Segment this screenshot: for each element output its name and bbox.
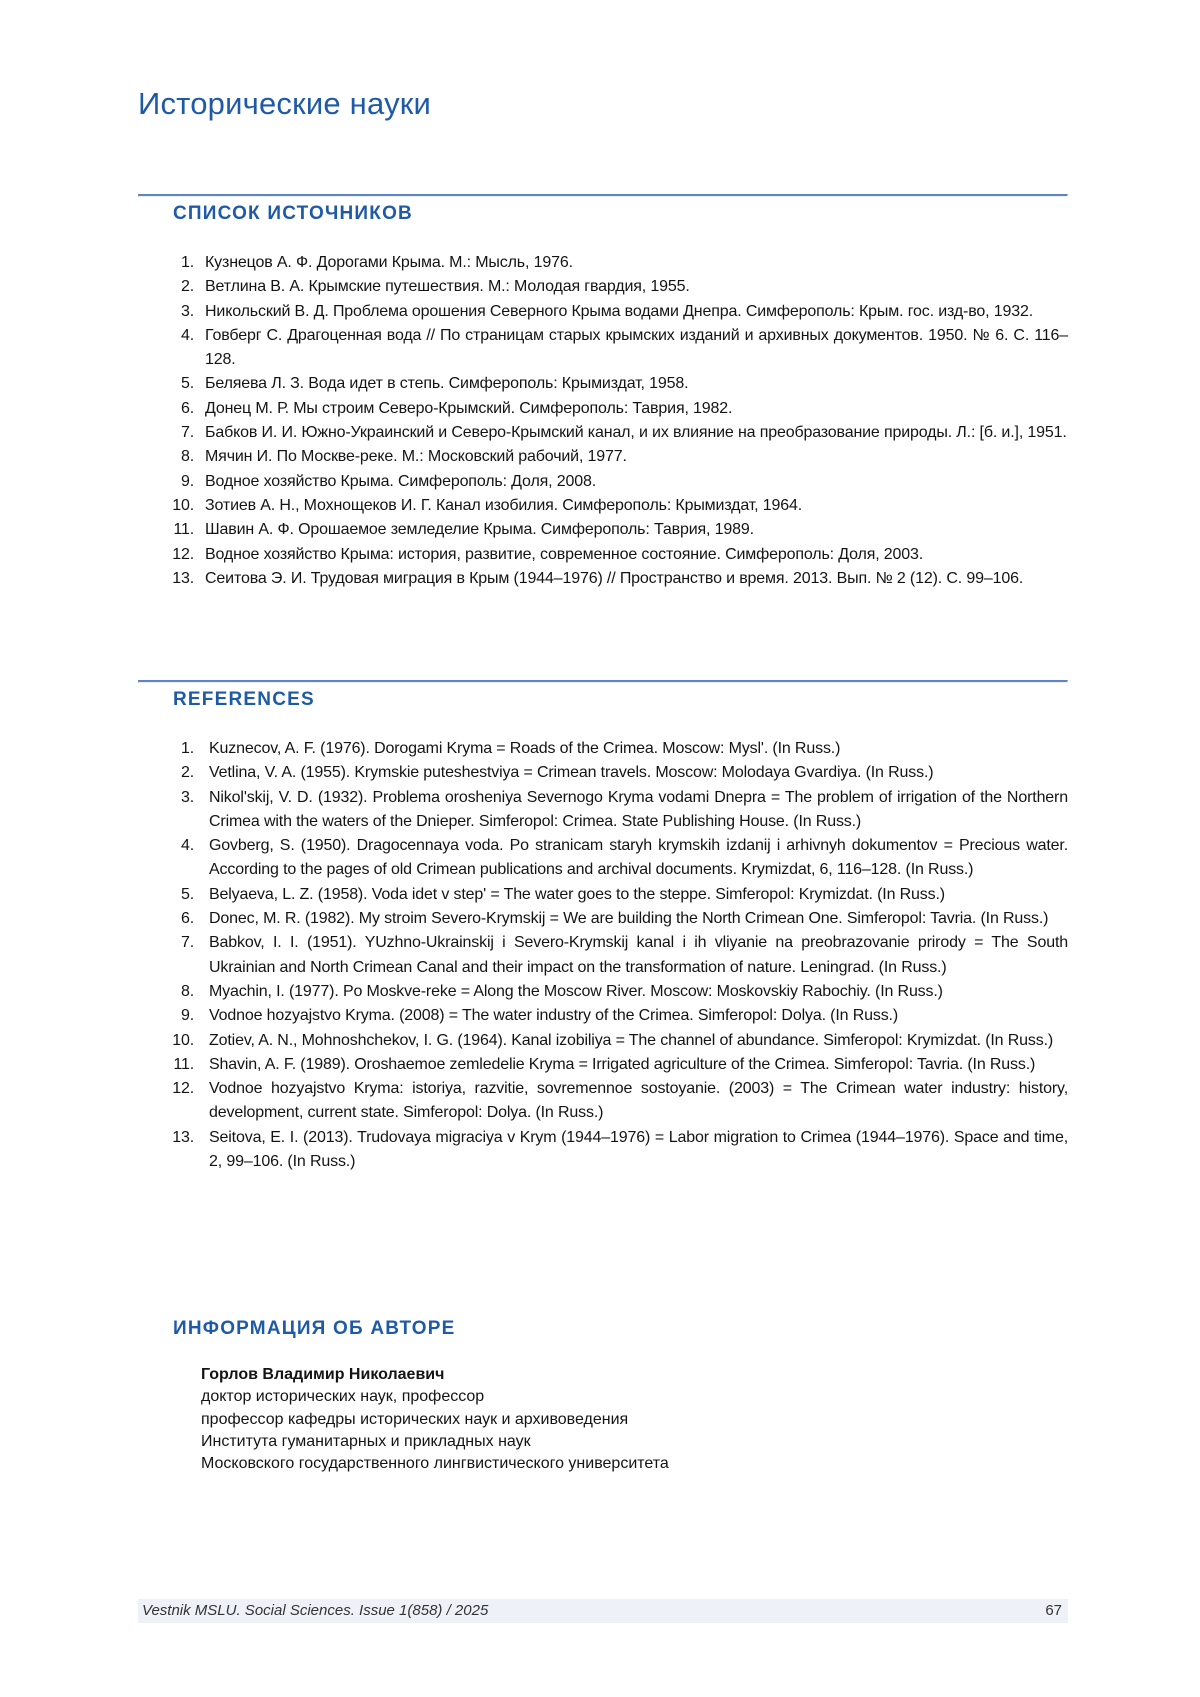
item-text: Водное хозяйство Крыма. Симферополь: Доля, 2008. <box>205 470 1068 494</box>
list-item <box>138 737 1068 761</box>
list-item <box>138 834 1068 883</box>
item-number: 10. <box>138 1029 194 1053</box>
list-item <box>138 300 1068 324</box>
item-text: Belyaeva, L. Z. (1958). Voda idet v step' = The water goes to the steppe. Simferopol: Krymizdat. (In Russ.) <box>209 883 1068 907</box>
list-item <box>138 931 1068 980</box>
list-item <box>138 883 1068 907</box>
item-text: Кузнецов А. Ф. Дорогами Крыма. М.: Мысль, 1976. <box>205 251 1068 275</box>
list-item <box>138 543 1068 567</box>
page-footer <box>138 1599 1068 1623</box>
list-item <box>138 275 1068 299</box>
list-item <box>138 786 1068 835</box>
item-number: 7. <box>138 931 194 955</box>
item-number: 1. <box>138 737 194 761</box>
item-text: Донец М. Р. Мы строим Северо-Крымский. Симферополь: Таврия, 1982. <box>205 397 1068 421</box>
item-number: 7. <box>138 421 194 445</box>
page-section-title: Исторические науки <box>138 86 431 122</box>
list-item <box>138 421 1068 445</box>
list-item <box>138 445 1068 469</box>
item-text: Беляева Л. З. Вода идет в степь. Симферополь: Крымиздат, 1958. <box>205 372 1068 396</box>
item-number: 3. <box>138 786 194 810</box>
item-text: Сеитова Э. И. Трудовая миграция в Крым (1944–1976) // Пространство и время. 2013. Вып. № 2 (12). С. 99–106. <box>205 567 1068 591</box>
list-item <box>138 907 1068 931</box>
item-number: 13. <box>138 1126 194 1150</box>
author-university: Московского государственного лингвистического университета <box>201 1453 1068 1475</box>
item-number: 5. <box>138 372 194 396</box>
list-item <box>138 470 1068 494</box>
page-number: 67 <box>1045 1602 1062 1619</box>
item-number: 9. <box>138 1004 194 1028</box>
item-number: 11. <box>138 1053 194 1077</box>
author-degree: доктор исторических наук, профессор <box>201 1386 1068 1408</box>
item-number: 6. <box>138 907 194 931</box>
item-text: Nikol'skij, V. D. (1932). Problema orosheniya Severnogo Kryma vodami Dnepra = The problem of irrigation of the Northern Crimea with the waters of the Dnieper. Simferopol: Crimea. State Publishing House. (In Russ.) <box>209 786 1068 835</box>
item-text: Babkov, I. I. (1951). YUzhno-Ukrainskij i Severo-Krymskij kanal i ih vliyanie na preobrazovanie prirody = The South Ukrainian and North Crimean Canal and their impact on the transformation of nature. Leningrad. (In Russ.) <box>209 931 1068 980</box>
references-heading: REFERENCES <box>138 689 1068 711</box>
item-number: 10. <box>138 494 194 518</box>
author-heading: ИНФОРМАЦИЯ ОБ АВТОРЕ <box>138 1318 1068 1340</box>
sources-list <box>138 251 1068 591</box>
item-number: 9. <box>138 470 194 494</box>
item-text: Мячин И. По Москве-реке. М.: Московский рабочий, 1977. <box>205 445 1068 469</box>
item-text: Зотиев А. Н., Мохнощеков И. Г. Канал изобилия. Симферополь: Крымиздат, 1964. <box>205 494 1068 518</box>
item-number: 2. <box>138 761 194 785</box>
list-item <box>138 372 1068 396</box>
item-text: Govberg, S. (1950). Dragocennaya voda. Po stranicam staryh krymskih izdanij i arhivnyh dokumentov = Precious water. According to the pages of old Crimean publications and archival documents. Krymizdat, 6, 116–128. (In Russ.) <box>209 834 1068 883</box>
list-item <box>138 1004 1068 1028</box>
list-item <box>138 1077 1068 1126</box>
list-item <box>138 251 1068 275</box>
item-number: 4. <box>138 834 194 858</box>
item-number: 12. <box>138 543 194 567</box>
sources-section <box>138 194 1068 591</box>
item-number: 6. <box>138 397 194 421</box>
list-item <box>138 518 1068 542</box>
item-number: 5. <box>138 883 194 907</box>
item-text: Kuznecov, A. F. (1976). Dorogami Kryma = Roads of the Crimea. Moscow: Mysl'. (In Russ.) <box>209 737 1068 761</box>
item-text: Водное хозяйство Крыма: история, развитие, современное состояние. Симферополь: Доля, 2003. <box>205 543 1068 567</box>
list-item <box>138 397 1068 421</box>
list-item <box>138 494 1068 518</box>
item-text: Myachin, I. (1977). Po Moskve-reke = Along the Moscow River. Moscow: Moskovskiy Rabochiy. (In Russ.) <box>209 980 1068 1004</box>
author-section <box>138 1318 1068 1475</box>
section-divider <box>138 680 1068 683</box>
item-text: Vodnoe hozyajstvo Kryma: istoriya, razvitie, sovremennoe sostoyanie. (2003) = The Crimean water industry: history, development, current state. Simferopol: Dolya. (In Russ.) <box>209 1077 1068 1126</box>
list-item <box>138 1126 1068 1175</box>
references-section <box>138 680 1068 1174</box>
footer-journal: Vestnik MSLU. Social Sciences. Issue 1(858) / 2025 <box>142 1602 488 1619</box>
item-number: 8. <box>138 445 194 469</box>
item-text: Говберг С. Драгоценная вода // По страницам старых крымских изданий и архивных документов. 1950. № 6. С. 116–128. <box>205 324 1068 373</box>
author-name: Горлов Владимир Николаевич <box>201 1364 1068 1386</box>
item-text: Никольский В. Д. Проблема орошения Северного Крыма водами Днепра. Симферополь: Крым. гос. изд-во, 1932. <box>205 300 1068 324</box>
list-item <box>138 1029 1068 1053</box>
author-position: профессор кафедры исторических наук и архивоведения <box>201 1409 1068 1431</box>
list-item <box>138 567 1068 591</box>
list-item <box>138 324 1068 373</box>
item-text: Seitova, E. I. (2013). Trudovaya migraciya v Krym (1944–1976) = Labor migration to Crimea (1944–1976). Space and time, 2, 99–106. (In Russ.) <box>209 1126 1068 1175</box>
references-list <box>138 737 1068 1174</box>
section-divider <box>138 194 1068 197</box>
item-text: Shavin, A. F. (1989). Oroshaemoe zemledelie Kryma = Irrigated agriculture of the Crimea. Simferopol: Tavria. (In Russ.) <box>209 1053 1068 1077</box>
item-text: Шавин А. Ф. Орошаемое земледелие Крыма. Симферополь: Таврия, 1989. <box>205 518 1068 542</box>
item-number: 3. <box>138 300 194 324</box>
list-item <box>138 1053 1068 1077</box>
item-text: Donec, M. R. (1982). My stroim Severo-Krymskij = We are building the North Crimean One. Simferopol: Tavria. (In Russ.) <box>209 907 1068 931</box>
list-item <box>138 980 1068 1004</box>
item-text: Vetlina, V. A. (1955). Krymskie puteshestviya = Crimean travels. Moscow: Molodaya Gvardiya. (In Russ.) <box>209 761 1068 785</box>
item-number: 2. <box>138 275 194 299</box>
author-info <box>138 1364 1068 1475</box>
item-number: 8. <box>138 980 194 1004</box>
sources-heading: СПИСОК ИСТОЧНИКОВ <box>138 203 1068 225</box>
author-institute: Института гуманитарных и прикладных наук <box>201 1431 1068 1453</box>
item-number: 12. <box>138 1077 194 1101</box>
item-text: Бабков И. И. Южно-Украинский и Северо-Крымский канал, и их влияние на преобразование природы. Л.: [б. и.], 1951. <box>205 421 1068 445</box>
item-number: 4. <box>138 324 194 348</box>
list-item <box>138 761 1068 785</box>
item-number: 11. <box>138 518 194 542</box>
item-text: Ветлина В. А. Крымские путешествия. М.: Молодая гвардия, 1955. <box>205 275 1068 299</box>
item-number: 13. <box>138 567 194 591</box>
item-number: 1. <box>138 251 194 275</box>
item-text: Zotiev, A. N., Mohnoshchekov, I. G. (1964). Kanal izobiliya = The channel of abundance. Simferopol: Krymizdat. (In Russ.) <box>209 1029 1068 1053</box>
item-text: Vodnoe hozyajstvo Kryma. (2008) = The water industry of the Crimea. Simferopol: Dolya. (In Russ.) <box>209 1004 1068 1028</box>
